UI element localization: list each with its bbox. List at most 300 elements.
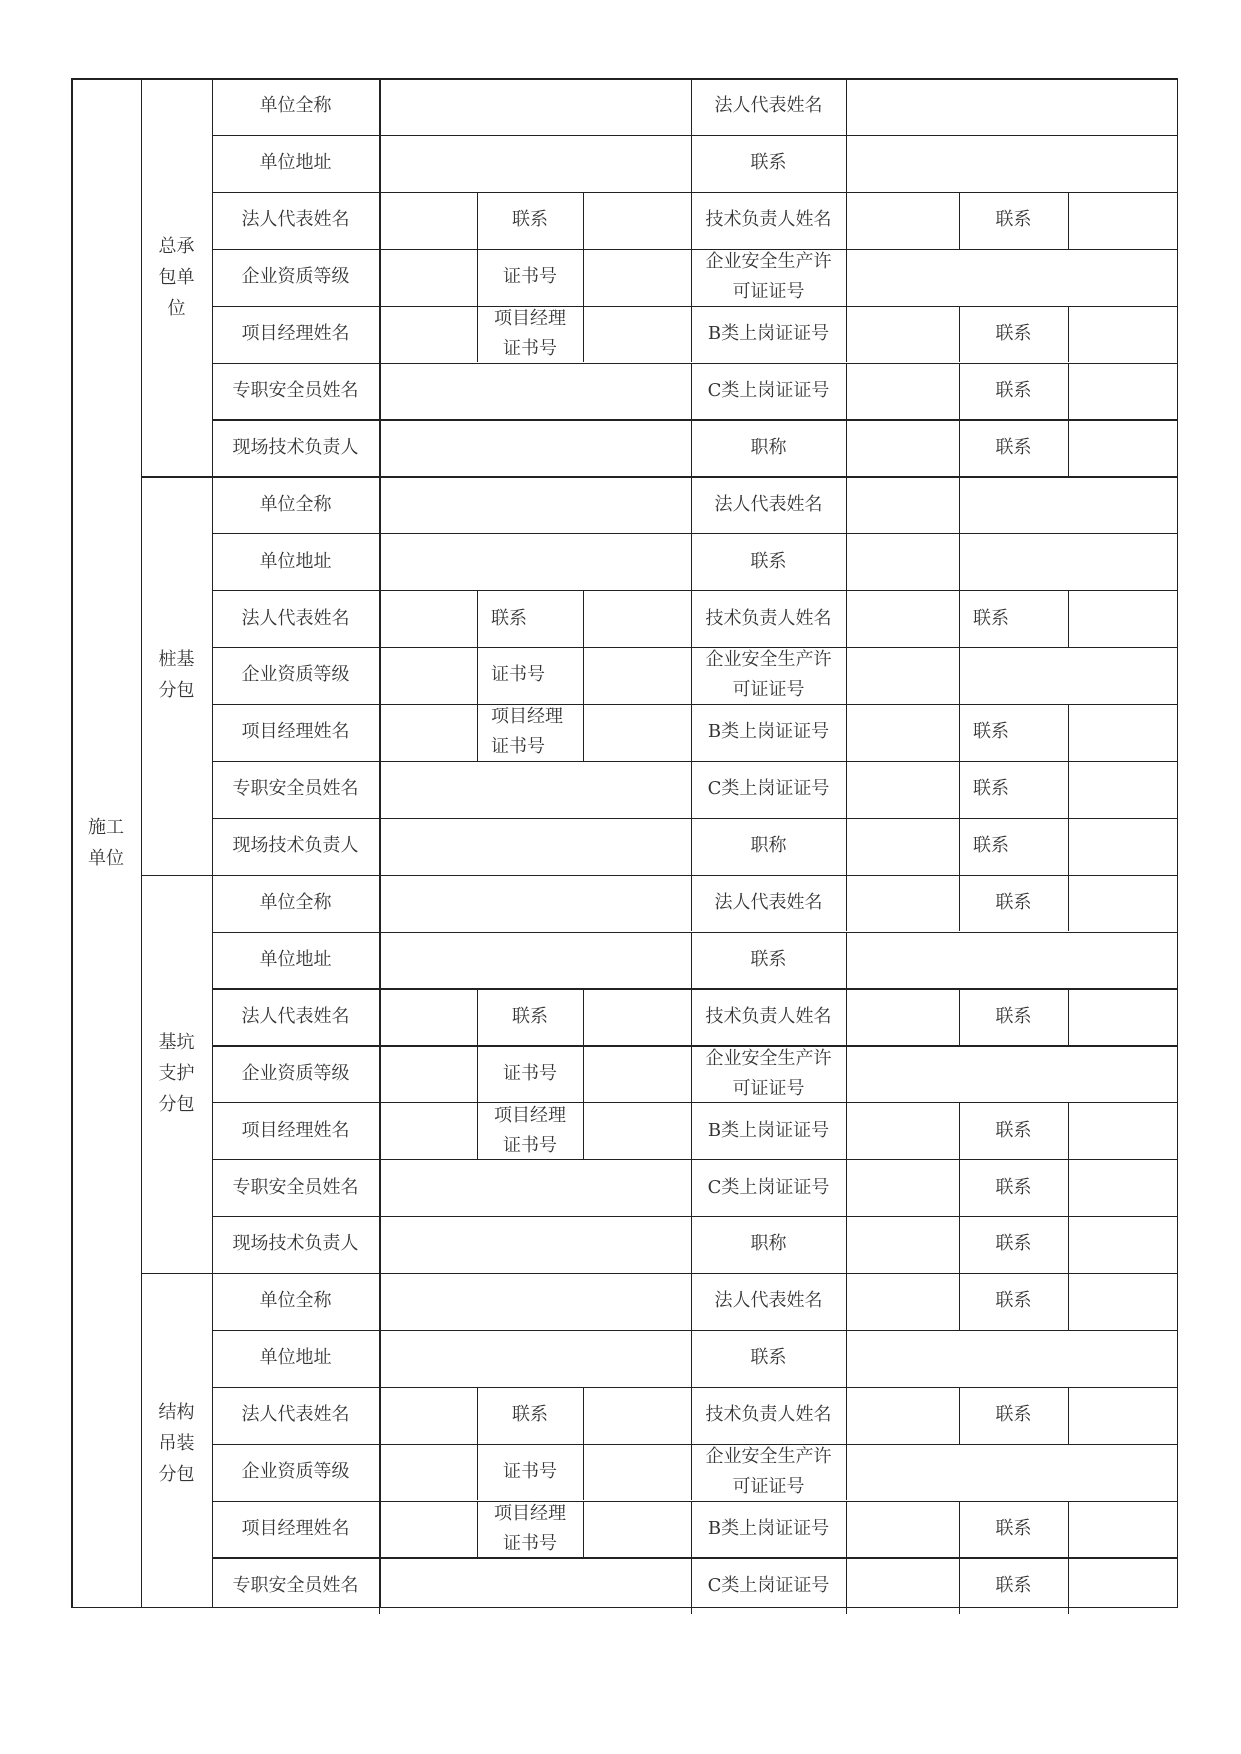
form-label-cell: 技术负责人姓名	[705, 209, 832, 231]
grid-line	[846, 476, 847, 533]
form-label-cell: 联系	[512, 209, 548, 231]
form-label-cell: 法人代表姓名	[241, 1005, 350, 1027]
form-field-cell[interactable]	[846, 590, 959, 647]
grid-line	[691, 1330, 692, 1387]
form-field-cell[interactable]	[583, 1045, 691, 1102]
grid-line	[477, 1444, 478, 1501]
form-label-cell: 联系	[512, 1404, 548, 1426]
grid-line	[583, 704, 584, 761]
form-label-cell: 联系	[750, 152, 787, 174]
form-label-cell: 单位全称	[259, 1290, 332, 1312]
form-label-cell: 职称	[750, 1233, 787, 1255]
form-field-cell[interactable]	[583, 704, 691, 761]
form-field-cell[interactable]	[1068, 192, 1178, 249]
form-label-cell: B类上岗证证号	[707, 721, 830, 743]
grid-line	[959, 818, 960, 875]
grid-line	[212, 533, 1178, 534]
form-label-cell: 联系	[750, 550, 787, 572]
section-name-label: 结构 吊装 分包	[158, 1402, 195, 1486]
grid-line	[846, 419, 847, 476]
form-label-cell: 项目经理 证书号	[494, 308, 566, 360]
form-field-cell[interactable]	[379, 1330, 691, 1387]
form-field-cell[interactable]	[1068, 704, 1178, 761]
form-field-cell[interactable]	[583, 1102, 691, 1159]
form-label-cell: 法人代表姓名	[714, 95, 823, 117]
grid-line	[691, 647, 692, 704]
grid-line	[212, 1330, 1178, 1331]
grid-line	[583, 1501, 584, 1558]
form-label-cell: 项目经理 证书号	[494, 1502, 566, 1554]
form-field-cell[interactable]	[379, 1387, 477, 1444]
form-label-cell: 证书号	[491, 664, 545, 686]
grid-line	[1068, 818, 1069, 875]
form-field-cell[interactable]	[379, 476, 691, 533]
form-label-cell: 项目经理姓名	[241, 1517, 350, 1539]
grid-line	[477, 704, 478, 761]
grid-line	[959, 704, 960, 761]
form-label-cell: 单位地址	[259, 948, 332, 970]
form-label-cell: C类上岗证证号	[707, 778, 830, 800]
form-label-cell: C类上岗证证号	[707, 379, 830, 401]
grid-line	[1068, 704, 1069, 761]
form-field-cell[interactable]	[379, 249, 477, 306]
form-label-cell: 项目经理姓名	[241, 1119, 350, 1141]
form-field-cell[interactable]	[379, 1273, 691, 1330]
grid-line	[583, 1102, 584, 1159]
construction-unit-form	[71, 78, 1178, 1608]
form-field-cell[interactable]	[846, 419, 959, 476]
form-field-cell[interactable]	[379, 932, 691, 989]
form-field-cell[interactable]	[583, 590, 691, 647]
grid-line	[71, 1607, 1178, 1609]
form-field-cell[interactable]	[846, 1102, 959, 1159]
form-field-cell[interactable]	[846, 249, 1178, 306]
grid-line	[691, 363, 692, 420]
grid-line	[959, 988, 960, 1045]
grid-line	[691, 704, 692, 761]
grid-line	[583, 306, 584, 363]
form-label-cell: 联系	[995, 1404, 1032, 1426]
form-label-cell: 企业安全生产许 可证证号	[705, 649, 832, 701]
grid-line	[583, 590, 584, 647]
form-label-cell: 联系	[995, 379, 1032, 401]
form-label-cell: 联系	[995, 323, 1032, 345]
grid-line	[1068, 1387, 1069, 1444]
form-field-cell[interactable]	[1068, 1159, 1178, 1216]
form-label-cell: 联系	[973, 835, 1009, 857]
form-label-cell: 法人代表姓名	[714, 892, 823, 914]
grid-line	[959, 875, 960, 932]
form-field-cell[interactable]	[379, 988, 477, 1045]
form-label-cell: 法人代表姓名	[241, 209, 350, 231]
grid-line	[1068, 988, 1069, 1045]
form-label-cell: 单位全称	[259, 493, 332, 515]
grid-line	[212, 932, 1178, 933]
grid-line	[691, 1102, 692, 1159]
grid-line	[846, 135, 847, 192]
grid-line	[846, 988, 847, 1045]
grid-line	[212, 419, 1178, 420]
form-label-cell: 项目经理姓名	[241, 721, 350, 743]
section-name-label: 基坑 支护 分包	[158, 1032, 195, 1116]
form-field-cell[interactable]	[1068, 1387, 1178, 1444]
form-label-cell: 现场技术负责人	[232, 835, 359, 857]
grid-line	[959, 419, 960, 476]
grid-line	[959, 1216, 960, 1273]
grid-line	[477, 590, 478, 647]
grid-line	[477, 306, 478, 363]
form-field-cell[interactable]	[1068, 875, 1178, 932]
form-label-cell: 联系	[750, 948, 787, 970]
grid-line	[691, 1045, 692, 1102]
grid-line	[959, 363, 960, 420]
form-field-cell[interactable]	[379, 1102, 477, 1159]
grid-line	[846, 363, 847, 420]
grid-line	[212, 1159, 1178, 1160]
form-field-cell[interactable]	[846, 135, 1178, 192]
grid-line	[1068, 1159, 1069, 1216]
grid-line	[212, 249, 1178, 250]
grid-line	[583, 1045, 584, 1102]
form-label-cell: C类上岗证证号	[707, 1574, 830, 1596]
grid-line	[1068, 363, 1069, 420]
grid-line	[212, 590, 1178, 591]
grid-line	[583, 988, 584, 1045]
grid-line	[1068, 1501, 1069, 1558]
form-label-cell: 联系	[995, 1005, 1032, 1027]
form-label-cell: 联系	[995, 1517, 1032, 1539]
form-label-cell: B类上岗证证号	[707, 323, 830, 345]
grid-line	[477, 1387, 478, 1444]
form-field-cell[interactable]	[583, 192, 691, 249]
grid-line	[691, 1444, 692, 1501]
form-label-cell: 联系	[491, 607, 527, 629]
grid-line	[959, 476, 960, 533]
grid-line	[212, 818, 1178, 819]
form-label-cell: 企业安全生产许 可证证号	[705, 251, 832, 303]
grid-line	[691, 249, 692, 306]
grid-line	[1068, 761, 1069, 818]
form-field-cell[interactable]	[379, 818, 691, 875]
grid-line	[846, 1387, 847, 1444]
form-field-cell[interactable]	[846, 1045, 1178, 1102]
grid-line	[691, 1159, 692, 1216]
form-label-cell: 联系	[973, 778, 1009, 800]
form-label-cell: 企业安全生产许 可证证号	[705, 1446, 832, 1498]
grid-line	[212, 647, 1178, 648]
form-label-cell: 企业资质等级	[241, 664, 350, 686]
grid-line	[691, 932, 692, 989]
form-field-cell[interactable]	[583, 1387, 691, 1444]
form-field-cell[interactable]	[846, 1444, 1178, 1501]
form-label-cell: 证书号	[503, 1461, 557, 1483]
grid-line	[846, 1273, 847, 1330]
grid-line	[212, 704, 1178, 705]
form-label-cell: B类上岗证证号	[707, 1119, 830, 1141]
grid-line	[583, 1387, 584, 1444]
form-label-cell: 联系	[973, 607, 1009, 629]
form-label-cell: B类上岗证证号	[707, 1517, 830, 1539]
grid-line	[1068, 590, 1069, 647]
form-field-cell[interactable]	[583, 1501, 691, 1558]
grid-line	[846, 249, 847, 306]
grid-line	[212, 192, 1178, 193]
form-field-cell[interactable]	[379, 419, 691, 476]
grid-line	[477, 1045, 478, 1102]
grid-line	[477, 1501, 478, 1558]
grid-line	[691, 476, 692, 533]
grid-line	[959, 1387, 960, 1444]
form-label-cell: 项目经理姓名	[241, 323, 350, 345]
form-label-cell: 联系	[995, 1574, 1032, 1596]
form-field-cell[interactable]	[959, 647, 1178, 704]
form-label-cell: 单位地址	[259, 1347, 332, 1369]
form-label-cell: 联系	[995, 1233, 1032, 1255]
form-field-cell[interactable]	[1068, 419, 1178, 476]
grid-line	[212, 78, 213, 1608]
form-label-cell: 项目经理 证书号	[491, 706, 563, 758]
form-label-cell: 现场技术负责人	[232, 1233, 359, 1255]
form-label-cell: 企业资质等级	[241, 1062, 350, 1084]
grid-line	[477, 249, 478, 306]
form-label-cell: 证书号	[503, 1062, 557, 1084]
grid-line	[477, 1102, 478, 1159]
grid-line	[691, 1273, 692, 1330]
form-label-cell: 法人代表姓名	[241, 607, 350, 629]
form-label-cell: 职称	[750, 436, 787, 458]
grid-line	[846, 306, 847, 363]
grid-line	[212, 1102, 1178, 1103]
form-label-cell: 联系	[995, 1176, 1032, 1198]
form-label-cell: 联系	[995, 209, 1032, 231]
grid-line	[691, 590, 692, 647]
form-field-cell[interactable]	[1068, 761, 1178, 818]
form-field-cell[interactable]	[846, 818, 959, 875]
form-label-cell: 技术负责人姓名	[705, 1404, 832, 1426]
grid-line	[959, 590, 960, 647]
grid-line	[691, 1387, 692, 1444]
grid-line	[959, 647, 960, 704]
grid-line	[212, 1216, 1178, 1217]
grid-line	[71, 78, 1178, 80]
form-label-cell: 企业安全生产许 可证证号	[705, 1047, 832, 1099]
form-field-cell[interactable]	[379, 78, 691, 135]
grid-line	[477, 647, 478, 704]
grid-line	[691, 419, 692, 476]
form-field-cell[interactable]	[1068, 818, 1178, 875]
form-field-cell[interactable]	[379, 306, 477, 363]
form-label-cell: 专职安全员姓名	[232, 1176, 359, 1198]
section-name-label: 桩基 分包	[158, 649, 195, 702]
form-field-cell[interactable]	[1068, 1102, 1178, 1159]
form-field-cell[interactable]	[379, 1045, 477, 1102]
grid-line	[583, 249, 584, 306]
grid-line	[691, 306, 692, 363]
form-field-cell[interactable]	[379, 704, 477, 761]
grid-line	[583, 1444, 584, 1501]
grid-line	[846, 1444, 847, 1501]
form-label-cell: 证书号	[503, 266, 557, 288]
grid-line	[691, 1501, 692, 1558]
outer-category-label: 施工 单位	[88, 817, 124, 869]
form-field-cell[interactable]	[846, 1159, 959, 1216]
form-field-cell[interactable]	[583, 988, 691, 1045]
grid-line	[1068, 1102, 1069, 1159]
form-label-cell: 法人代表姓名	[714, 493, 823, 515]
grid-line	[212, 761, 1178, 762]
grid-line	[212, 306, 1178, 307]
grid-line	[691, 875, 692, 932]
form-label-cell: 专职安全员姓名	[232, 379, 359, 401]
form-label-cell: 技术负责人姓名	[705, 607, 832, 629]
form-label-cell: 专职安全员姓名	[232, 1574, 359, 1596]
grid-line	[846, 1102, 847, 1159]
grid-line	[846, 1501, 847, 1558]
form-label-cell: 联系	[512, 1005, 548, 1027]
grid-line	[1177, 78, 1179, 1608]
grid-line	[212, 1444, 1178, 1445]
grid-line	[959, 1273, 960, 1330]
grid-line	[691, 818, 692, 875]
form-label-cell: 职称	[750, 835, 787, 857]
grid-line	[691, 988, 692, 1045]
form-label-cell: 单位地址	[259, 152, 332, 174]
grid-line	[212, 363, 1178, 364]
grid-line	[846, 704, 847, 761]
form-field-cell[interactable]	[379, 135, 691, 192]
grid-line	[477, 988, 478, 1045]
grid-line	[846, 1159, 847, 1216]
form-field-cell[interactable]	[379, 590, 477, 647]
grid-line	[846, 818, 847, 875]
form-field-cell[interactable]	[379, 761, 691, 818]
form-field-cell[interactable]	[1068, 1216, 1178, 1273]
form-field-cell[interactable]	[379, 1159, 691, 1216]
grid-line	[691, 78, 692, 135]
form-field-cell[interactable]	[379, 1444, 477, 1501]
grid-line	[141, 78, 142, 1608]
grid-line	[691, 135, 692, 192]
grid-line	[691, 192, 692, 249]
form-field-cell[interactable]	[846, 78, 1178, 135]
form-field-cell[interactable]	[846, 1216, 959, 1273]
form-label-cell: 现场技术负责人	[232, 436, 359, 458]
form-label-cell: 单位地址	[259, 550, 332, 572]
grid-line	[212, 1045, 1178, 1046]
grid-line	[1068, 1216, 1069, 1273]
form-field-cell[interactable]	[846, 533, 959, 590]
form-label-cell: 联系	[995, 436, 1032, 458]
grid-line	[959, 761, 960, 818]
grid-line	[212, 135, 1178, 136]
grid-line	[212, 988, 1178, 989]
grid-line	[959, 1159, 960, 1216]
grid-line	[846, 932, 847, 989]
form-label-cell: 项目经理 证书号	[494, 1104, 566, 1156]
form-label-cell: 单位全称	[259, 892, 332, 914]
form-label-cell: 单位全称	[259, 95, 332, 117]
grid-line	[959, 533, 960, 590]
form-field-cell[interactable]	[846, 1387, 959, 1444]
form-field-cell[interactable]	[379, 363, 691, 420]
form-field-cell[interactable]	[846, 476, 959, 533]
form-field-cell[interactable]	[379, 647, 477, 704]
form-label-cell: 联系	[750, 1347, 787, 1369]
form-label-cell: 联系	[995, 892, 1032, 914]
form-label-cell: 联系	[973, 721, 1009, 743]
form-label-cell: 联系	[995, 1119, 1032, 1141]
form-field-cell[interactable]	[379, 192, 477, 249]
grid-line	[691, 533, 692, 590]
form-label-cell: C类上岗证证号	[707, 1176, 830, 1198]
form-field-cell[interactable]	[379, 875, 691, 932]
grid-line	[212, 1501, 1178, 1502]
grid-line	[691, 761, 692, 818]
grid-line	[1068, 419, 1069, 476]
form-field-cell[interactable]	[959, 476, 1178, 533]
form-field-cell[interactable]	[583, 1444, 691, 1501]
grid-line	[846, 647, 847, 704]
grid-line	[846, 192, 847, 249]
grid-line	[71, 78, 73, 1608]
form-field-cell[interactable]	[379, 533, 691, 590]
grid-line	[846, 1330, 847, 1387]
form-field-cell[interactable]	[379, 1216, 691, 1273]
form-field-cell[interactable]	[846, 875, 959, 932]
form-field-cell[interactable]	[846, 1501, 959, 1558]
form-field-cell[interactable]	[959, 533, 1178, 590]
form-field-cell[interactable]	[846, 363, 959, 420]
form-field-cell[interactable]	[846, 761, 959, 818]
form-label-cell: 法人代表姓名	[714, 1290, 823, 1312]
form-field-cell[interactable]	[846, 647, 959, 704]
form-field-cell[interactable]	[1068, 590, 1178, 647]
grid-line	[583, 647, 584, 704]
grid-line	[846, 761, 847, 818]
form-field-cell[interactable]	[583, 249, 691, 306]
form-field-cell[interactable]	[846, 704, 959, 761]
form-field-cell[interactable]	[846, 192, 959, 249]
form-field-cell[interactable]	[1068, 1501, 1178, 1558]
form-field-cell[interactable]	[1068, 363, 1178, 420]
form-field-cell[interactable]	[379, 1501, 477, 1558]
form-field-cell[interactable]	[1068, 306, 1178, 363]
grid-line	[477, 192, 478, 249]
grid-line	[959, 1501, 960, 1558]
form-field-cell[interactable]	[846, 932, 1178, 989]
form-label-cell: 企业资质等级	[241, 1461, 350, 1483]
grid-line	[846, 78, 847, 135]
grid-line	[846, 1045, 847, 1102]
grid-line	[846, 590, 847, 647]
grid-line	[959, 306, 960, 363]
form-field-cell[interactable]	[846, 1273, 959, 1330]
form-field-cell[interactable]	[846, 988, 959, 1045]
grid-line	[1068, 192, 1069, 249]
form-field-cell[interactable]	[846, 1330, 1178, 1387]
form-field-cell[interactable]	[583, 647, 691, 704]
form-label-cell: 企业资质等级	[241, 266, 350, 288]
form-field-cell[interactable]	[583, 306, 691, 363]
form-field-cell[interactable]	[1068, 1273, 1178, 1330]
grid-line	[691, 1216, 692, 1273]
grid-line	[959, 192, 960, 249]
grid-line	[1068, 1273, 1069, 1330]
form-label-cell: 技术负责人姓名	[705, 1005, 832, 1027]
form-field-cell[interactable]	[846, 306, 959, 363]
form-field-cell[interactable]	[1068, 988, 1178, 1045]
grid-line	[1068, 306, 1069, 363]
